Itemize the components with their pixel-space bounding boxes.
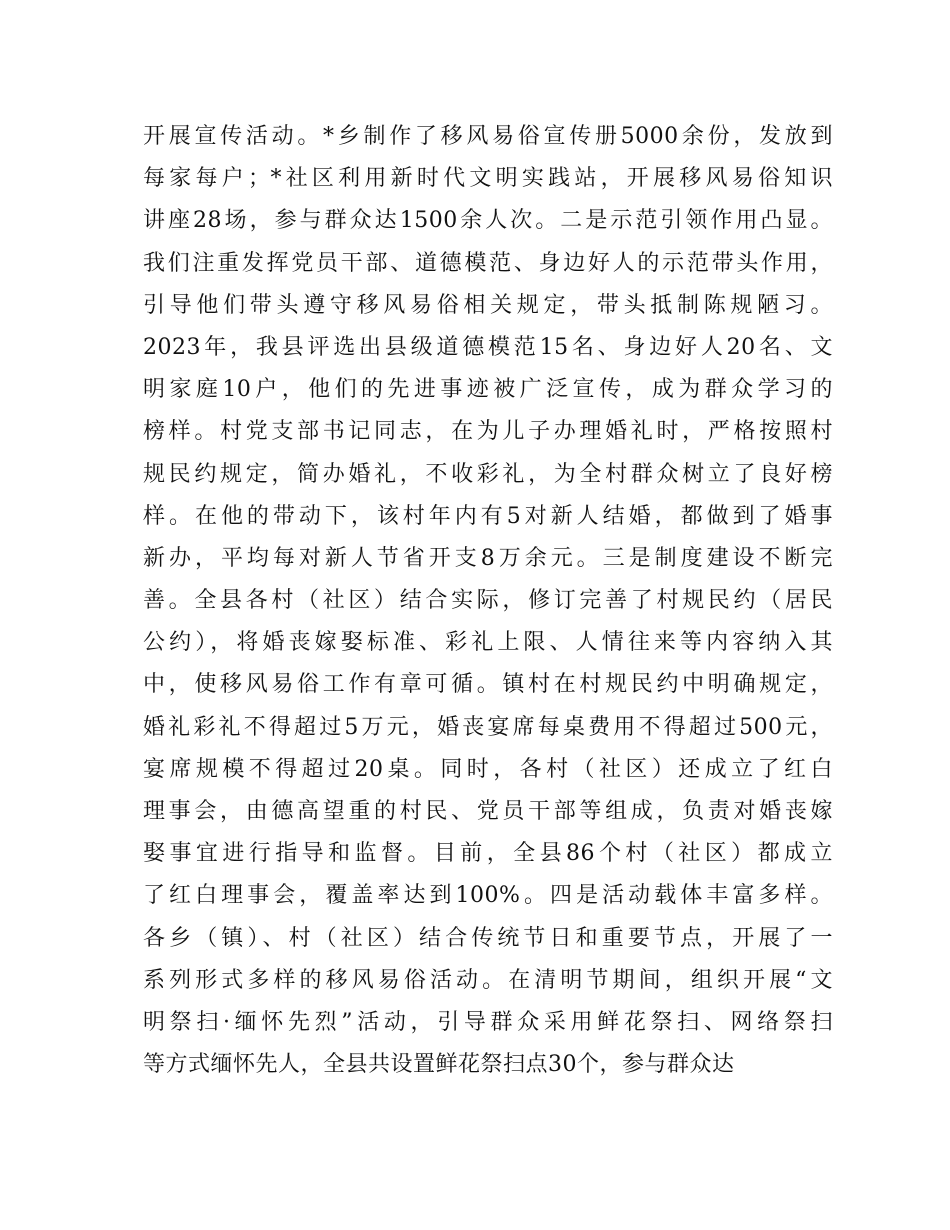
text-line: 讲座28场，参与群众达1500余人次。二是示范引领作用凸显。 (143, 208, 833, 234)
text-line: 明祭扫·缅怀先烈”活动，引导群众采用鲜花祭扫、网络祭扫 (143, 1009, 833, 1035)
text-line: 引导他们带头遵守移风易俗相关规定，带头抵制陈规陋习。 (143, 292, 833, 318)
text-line: 公约），将婚丧嫁娶标准、彩礼上限、人情往来等内容纳入其 (143, 630, 833, 656)
text-line: 规民约规定，简办婚礼，不收彩礼，为全村群众树立了良好榜 (143, 461, 833, 487)
text-line: 宴席规模不得超过20桌。同时，各村（社区）还成立了红白 (143, 756, 833, 782)
text-line: 榜样。村党支部书记同志，在为儿子办理婚礼时，严格按照村 (143, 419, 833, 445)
text-line: 每家每户；*社区利用新时代文明实践站，开展移风易俗知识 (143, 166, 833, 192)
text-line: 样。在他的带动下，该村年内有5对新人结婚，都做到了婚事 (143, 503, 833, 529)
text-line: 新办，平均每对新人节省开支8万余元。三是制度建设不断完 (143, 545, 833, 571)
text-line: 理事会，由德高望重的村民、党员干部等组成，负责对婚丧嫁 (143, 799, 833, 824)
text-line: 娶事宜进行指导和监督。目前，全县86个村（社区）都成立 (143, 841, 833, 867)
text-line: 婚礼彩礼不得超过5万元，婚丧宴席每桌费用不得超过500元， (143, 714, 833, 740)
text-line: 中，使移风易俗工作有章可循。镇村在村规民约中明确规定， (143, 672, 833, 698)
text-line: 等方式缅怀先人，全县共设置鲜花祭扫点30个，参与群众达 (143, 1052, 735, 1078)
text-line: 各乡（镇）、村（社区）结合传统节日和重要节点，开展了一 (143, 925, 833, 951)
text-line: 明家庭10户，他们的先进事迹被广泛宣传，成为群众学习的 (143, 377, 833, 403)
text-line: 了红白理事会，覆盖率达到100%。四是活动载体丰富多样。 (143, 883, 833, 909)
text-line: 开展宣传活动。*乡制作了移风易俗宣传册5000余份，发放到 (143, 124, 833, 149)
text-line: 善。全县各村（社区）结合实际，修订完善了村规民约（居民 (143, 588, 833, 614)
text-line: 2023年，我县评选出县级道德模范15名、身边好人20名、文 (143, 334, 833, 360)
body-text (143, 116, 833, 1086)
text-line: 系列形式多样的移风易俗活动。在清明节期间，组织开展“文 (143, 967, 833, 993)
text-line: 我们注重发挥党员干部、道德模范、身边好人的示范带头作用， (143, 250, 833, 276)
